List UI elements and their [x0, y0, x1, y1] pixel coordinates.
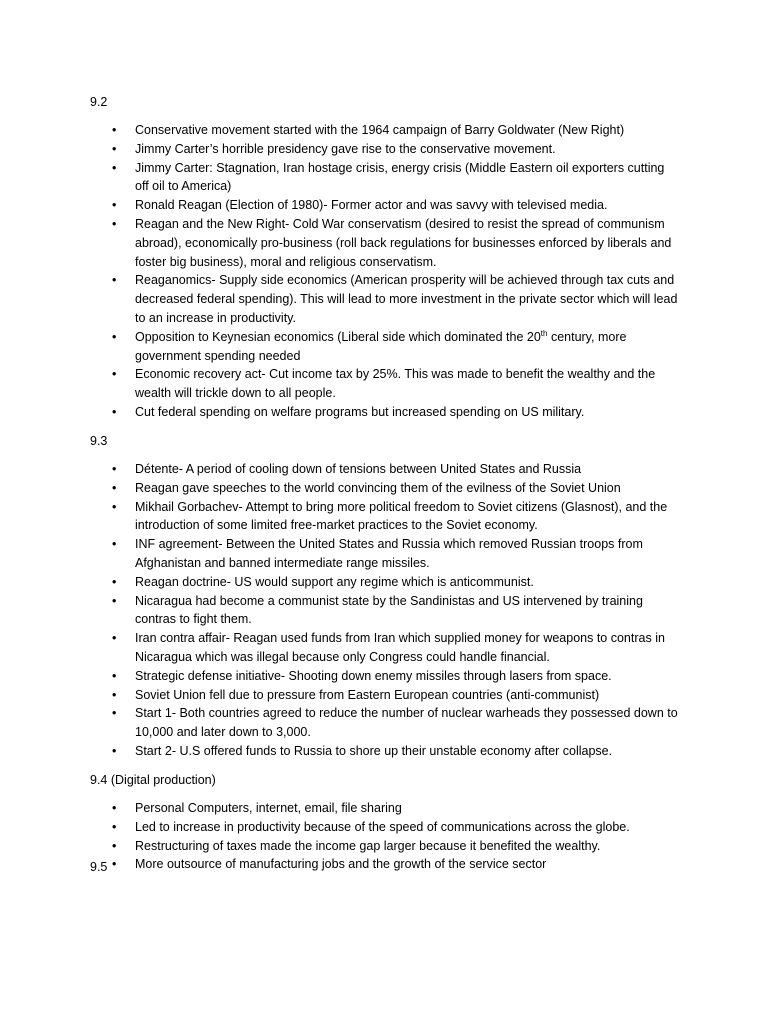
list-item-text: Cut federal spending on welfare programs but increased spending on US military.	[135, 404, 585, 419]
list-item-text: Personal Computers, internet, email, file sharing	[135, 801, 402, 815]
list-item-text: Jimmy Carter’s horrible presidency gave rise to the conservative movement.	[135, 141, 556, 156]
bullet-icon: •	[112, 857, 117, 872]
list-item	[0, 799, 680, 818]
list-item	[0, 592, 680, 630]
bullet-icon: •	[112, 499, 117, 514]
list-item	[0, 535, 680, 573]
list-item	[0, 686, 680, 705]
list-item-text: Iran contra affair- Reagan used funds from Iran which supplied money for weapons to contras in Nicaragua which was illegal because only Congress could handle financial.	[135, 631, 665, 664]
list-item-text: More outsource of manufacturing jobs and the growth of the service sector	[135, 857, 547, 872]
list-item	[0, 271, 680, 327]
list-item-text: Mikhail Gorbachev- Attempt to bring more political freedom to Soviet citizens (Glasnost), and the introduction of some limited free-market practices to the Soviet economy.	[135, 499, 668, 533]
list-item	[0, 573, 680, 592]
bullet-icon: •	[112, 141, 117, 156]
list-item-text: Reaganomics- Supply side economics (American prosperity will be achieved through tax cuts and decreased federal spending). This will lead to more investment in the private sector which will lead to an increase in productivity.	[135, 273, 678, 325]
bullet-icon: •	[112, 404, 117, 419]
list-item-text: Conservative movement started with the 1964 campaign of Barry Goldwater (New Right)	[135, 123, 625, 137]
list-item-text: INF agreement- Between the United States and Russia which removed Russian troops from Afghanistan and banned intermediate range missiles.	[135, 537, 643, 570]
list-item	[0, 667, 680, 686]
bullet-icon: •	[112, 687, 117, 702]
list-item-text: Led to increase in productivity because of the speed of communications across the globe.	[135, 819, 630, 834]
bullet-icon: •	[112, 801, 117, 815]
list-item-text: Strategic defense initiative- Shooting down enemy missiles through lasers from space.	[135, 668, 612, 683]
bullet-icon: •	[112, 198, 117, 213]
bullet-icon: •	[112, 160, 117, 175]
list-item	[0, 479, 680, 498]
bullet-list	[0, 121, 768, 422]
section-heading: 9.5	[90, 860, 108, 874]
bullet-list	[0, 799, 768, 874]
list-item	[0, 704, 680, 742]
bullet-icon: •	[112, 631, 117, 646]
section-heading: 9.4 (Digital production)	[90, 773, 216, 787]
list-item-text: Ronald Reagan (Election of 1980)- Former actor and was savvy with televised media.	[135, 198, 608, 213]
bullet-icon: •	[112, 273, 117, 288]
list-item-text: Nicaragua had become a communist state by the Sandinistas and US intervened by training contras to fight them.	[135, 593, 643, 627]
list-item	[0, 121, 680, 140]
list-item	[0, 365, 680, 403]
list-item	[0, 742, 680, 761]
list-item-text: Restructuring of taxes made the income gap larger because it benefited the wealthy.	[135, 838, 601, 853]
list-item	[0, 328, 680, 366]
list-item	[0, 403, 680, 422]
ordinal-suffix: th	[540, 328, 548, 338]
list-item	[0, 837, 680, 856]
section-heading: 9.2	[90, 95, 108, 109]
bullet-icon: •	[112, 668, 117, 683]
bullet-icon: •	[112, 574, 117, 589]
bullet-icon: •	[112, 537, 117, 552]
bullet-icon: •	[112, 819, 117, 834]
bullet-list	[0, 460, 768, 761]
list-item	[0, 196, 680, 215]
bullet-icon: •	[112, 838, 117, 853]
bullet-icon: •	[112, 462, 117, 476]
list-item-text: Détente- A period of cooling down of tensions between United States and Russia	[135, 462, 582, 476]
list-item-text: Reagan doctrine- US would support any regime which is anticommunist.	[135, 574, 534, 589]
section-heading: 9.3	[90, 434, 108, 448]
list-item-text: Soviet Union fell due to pressure from Eastern European countries (anti-communist)	[135, 687, 600, 702]
list-item	[0, 460, 680, 479]
list-item-text: Start 1- Both countries agreed to reduce the number of nuclear warheads they possessed down to 10,000 and later down to 3,000.	[135, 706, 678, 740]
list-item	[0, 140, 680, 159]
bullet-icon: •	[112, 743, 117, 758]
bullet-icon: •	[112, 706, 117, 721]
list-item-text: Reagan and the New Right- Cold War conservatism (desired to resist the spread of communism abroad), economically pro-business (roll back regulations for businesses enforced by liberals and foster big business), moral and religious conservatism.	[135, 216, 672, 269]
list-item	[0, 818, 680, 837]
bullet-icon: •	[112, 216, 117, 231]
list-item-text: Reagan gave speeches to the world convincing them of the evilness of the Soviet Union	[135, 480, 621, 495]
bullet-icon: •	[112, 329, 117, 344]
list-item	[0, 215, 680, 271]
bullet-icon: •	[112, 123, 117, 137]
list-item-text: Jimmy Carter: Stagnation, Iran hostage crisis, energy crisis (Middle Eastern oil exporters cutting off oil to America)	[135, 160, 665, 194]
list-item	[0, 629, 680, 667]
list-item-text: Opposition to Keynesian economics (Liberal side which dominated the 20th century, more government spending needed	[135, 328, 627, 363]
bullet-icon: •	[112, 480, 117, 495]
list-item	[0, 498, 680, 536]
list-item	[0, 159, 680, 197]
list-item-text: Start 2- U.S offered funds to Russia to shore up their unstable economy after collapse.	[135, 743, 613, 758]
bullet-icon: •	[112, 367, 117, 382]
bullet-icon: •	[112, 593, 117, 608]
list-item-text: Economic recovery act- Cut income tax by 25%. This was made to benefit the wealthy and the wealth will trickle down to all people.	[135, 367, 656, 401]
